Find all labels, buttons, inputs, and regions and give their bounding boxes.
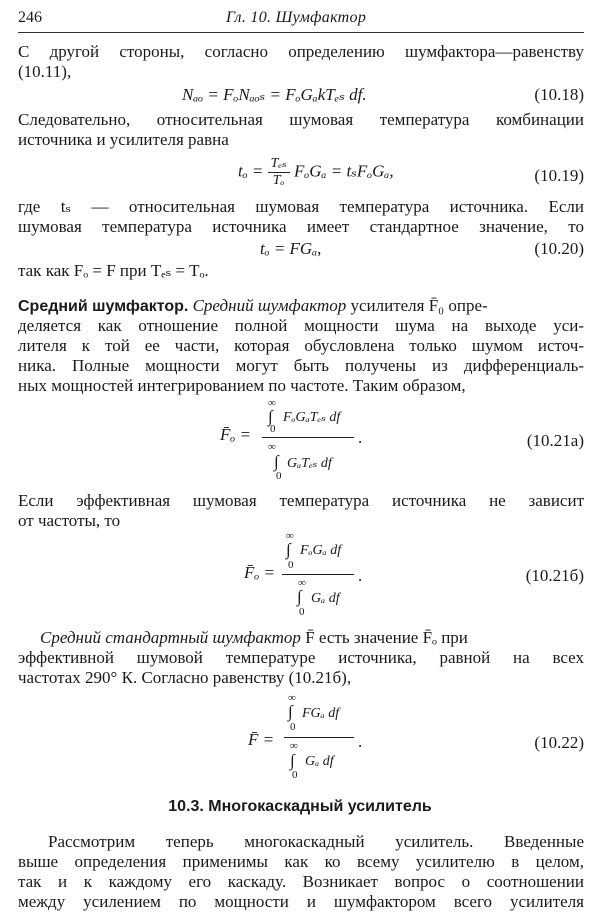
integral-sign: ∫ (290, 751, 295, 770)
integral-sign: ∫ (297, 587, 302, 606)
equation-number: (10.20) (534, 239, 584, 258)
text-line: ника. Полные мощности могут быть получены из дифференциаль- (18, 356, 584, 375)
running-header (18, 6, 584, 33)
integral-upper-limit: ∞ (268, 397, 276, 409)
text-line: Следовательно, относительная шумовая температура комбинации (18, 110, 584, 129)
fraction-bar (284, 737, 354, 738)
running-title: Гл. 10. Шумфактор (226, 9, 367, 26)
text-line: источника и усилителя равна (18, 130, 229, 149)
text-line: между усилением по мощности и шумфактором всего усилителя (18, 892, 584, 911)
integral-lower-limit: 0 (288, 559, 294, 571)
eq21b-numerator: FₒGₐ df (300, 543, 342, 558)
text-line: частотах 290° К. Согласно равенству (10.21б), (18, 668, 352, 687)
eq19-rhs: FₒGₐ = tₛFₒGₐ, (294, 161, 394, 181)
equation-number: (10.21а) (526, 431, 584, 450)
eq21a-denominator: GₐTₑₛ df (287, 456, 332, 471)
paragraph-first-line (18, 628, 584, 648)
equation-period: . (358, 566, 363, 585)
page-number: 246 (18, 9, 42, 26)
fraction-bar (282, 574, 354, 575)
integral-upper-limit: ∞ (290, 740, 298, 752)
paragraph-heading: Средний шумфактор. (18, 298, 189, 315)
equation-10-21a-lhs: F̄ₒ = (220, 425, 251, 444)
equation-number: (10.21б) (525, 566, 584, 585)
text-line: (10.11), (18, 62, 72, 81)
text-line: так как Fₒ = F при Tₑₛ = Tₒ. (18, 261, 209, 280)
equation-number: (10.19) (534, 166, 584, 185)
text-line: С другой стороны, согласно определению шумфактора—равенству (18, 42, 584, 61)
integral-lower-limit: 0 (292, 769, 298, 781)
text-line: от частоты, то (18, 511, 121, 530)
integral-sign: ∫ (288, 702, 293, 721)
text-span: усилителя F̄₀ опре- (346, 296, 488, 315)
fraction-numerator: Tₑₛ (268, 156, 290, 173)
text-line: выше определения применимы как ко всему усилителю в целом, (18, 852, 584, 871)
integral-sign: ∫ (286, 540, 291, 559)
equation-10-20: tₒ = FGₐ, (260, 239, 322, 258)
text-line: Если эффективная шумовая температура источника не зависит (18, 491, 584, 510)
integral-sign: ∫ (274, 452, 279, 471)
equation-10-22-lhs: F̄ = (248, 730, 275, 749)
paragraph-heading-line (18, 296, 584, 317)
text-line: эффективной шумовой температуре источника, равной на всех (18, 648, 584, 667)
integral-lower-limit: 0 (276, 470, 282, 482)
integral-upper-limit: ∞ (298, 577, 306, 589)
eq21a-numerator: FₒGₐTₑₛ df (283, 410, 341, 425)
text-line: где tₛ — относительная шумовая температура источника. Если (18, 197, 584, 216)
equation-period: . (358, 732, 363, 751)
text-span: F̄ есть значение F̄ₒ при (300, 628, 468, 647)
text-line: лителя к той ее части, которая обусловлена только шумом источ- (18, 336, 584, 355)
integral-lower-limit: 0 (270, 423, 276, 435)
equation-number: (10.22) (534, 733, 584, 752)
integral-upper-limit: ∞ (288, 692, 296, 704)
eq21b-denominator: Gₐ df (311, 591, 340, 606)
equation-10-19 (238, 156, 394, 189)
section-heading: 10.3. Многокаскадный усилитель (168, 798, 432, 815)
equation-10-18: Nₐₒ = FₒNₐₒₛ = FₒGₐkTₑₛ df. (182, 85, 367, 104)
integral-lower-limit: 0 (290, 721, 296, 733)
text-line: так и к каждому его каскаду. Возникает вопрос о соотношении (18, 872, 584, 891)
equation-10-21b-lhs: F̄ₒ = (244, 563, 275, 582)
eq19-lhs: tₒ = (238, 161, 264, 181)
integral-lower-limit: 0 (299, 606, 305, 618)
eq19-fraction (268, 156, 290, 189)
fraction-denominator: Tₒ (272, 173, 285, 188)
term-italic: Средний стандартный шумфактор (40, 628, 301, 647)
integral-upper-limit: ∞ (286, 530, 294, 542)
eq22-numerator: FGₐ df (302, 706, 340, 721)
fraction-bar (262, 437, 354, 438)
eq22-denominator: Gₐ df (305, 754, 334, 769)
integral-upper-limit: ∞ (268, 441, 276, 453)
text-line: ных мощностей интегрированием по частоте. Таким образом, (18, 376, 466, 395)
equation-period: . (358, 428, 363, 447)
integral-sign: ∫ (268, 407, 273, 426)
text-line: Рассмотрим теперь многокаскадный усилитель. Введенные (48, 832, 584, 851)
term-italic: Средний шумфактор (188, 296, 347, 315)
equation-number: (10.18) (534, 85, 584, 104)
text-line: шумовая температура источника имеет стандартное значение, то (18, 217, 584, 236)
text-line: деляется как отношение полной мощности шума на выходе уси- (18, 316, 584, 335)
